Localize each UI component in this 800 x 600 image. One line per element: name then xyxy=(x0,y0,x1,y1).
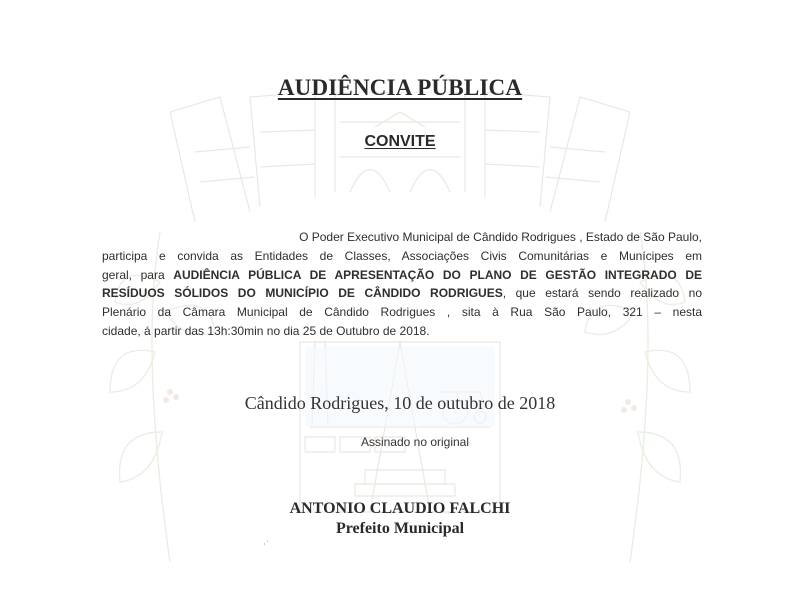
invitation-body xyxy=(102,228,702,341)
body-line-2: participa e convida as Entidades de Classes, Associações Civis Comunitárias e Munícipes em xyxy=(102,248,702,263)
body-line-4 xyxy=(102,284,702,303)
event-name-part-2: RESÍDUOS SÓLIDOS DO MUNICÍPIO DE CÂNDIDO RODRIGUES xyxy=(102,286,503,301)
document-title: AUDIÊNCIA PÚBLICA xyxy=(277,75,523,100)
scan-specks: ·˙ xyxy=(263,540,270,549)
body-line-3 xyxy=(102,266,702,285)
place-and-date: Cândido Rodrigues, 10 de outubro de 2018 xyxy=(244,393,556,413)
body-line-5: Plenário da Câmara Municipal de Cândido Rodrigues , sita à Rua São Paulo, 321 – nesta xyxy=(102,305,702,320)
signed-note: Assinado no original xyxy=(360,435,470,449)
event-name-part-1: AUDIÊNCIA PÚBLICA DE APRESENTAÇÃO DO PLANO DE GESTÃO INTEGRADO DE xyxy=(173,267,703,282)
signatory-role: Prefeito Municipal xyxy=(335,520,465,537)
signatory-name: ANTONIO CLAUDIO FALCHI xyxy=(289,500,511,517)
document-subtitle: CONVITE xyxy=(364,133,436,150)
body-line-4-text: , que estará sendo realizado no xyxy=(502,286,702,301)
body-line-1: O Poder Executivo Municipal de Cândido Rodrigues , Estado de São Paulo, xyxy=(299,230,702,244)
body-line-3-text: geral, para xyxy=(102,267,174,282)
body-line-6: cidade, á partir das 13h:30min no dia 25 de Outubro de 2018. xyxy=(102,323,430,338)
